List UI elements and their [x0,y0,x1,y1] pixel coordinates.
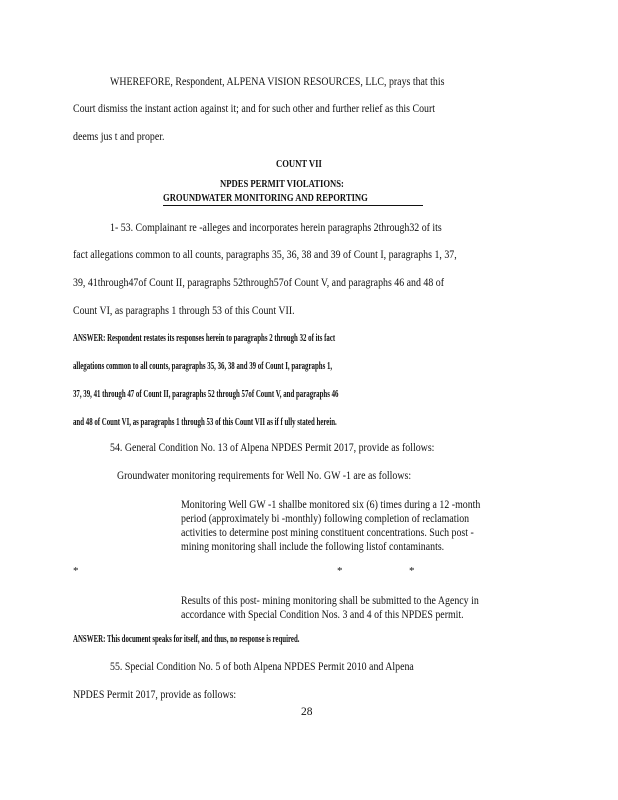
ellipsis-star-1: * [73,565,79,577]
para-53-line-4: Count VI, as paragraphs 1 through 53 of this Count VII. [73,305,295,317]
page-number: 28 [301,706,313,718]
count-heading-title: COUNT VII [276,159,322,170]
heading-underline [163,205,423,206]
quote-54-line-4: mining monitoring shall include the following listof contaminants. [181,541,445,553]
answer-54-line-1: ANSWER: This document speaks for itself, and thus, no response is required. [73,634,300,645]
answer-53-line-4: and 48 of Count VI, as paragraphs 1 through 53 of this Count VII as if f ully stated herein. [73,417,337,428]
count-heading-line-3: GROUNDWATER MONITORING AND REPORTING [163,193,368,204]
para-53-line-2: fact allegations common to all counts, paragraphs 35, 36, 38 and 39 of Count I, paragraphs 1, 37, [73,249,457,261]
para-53-line-1: 1- 53. Complainant re -alleges and incorporates herein paragraphs 2through32 of its [110,222,442,234]
count-heading-line-2: NPDES PERMIT VIOLATIONS: [220,179,344,190]
wherefore-line-3: deems jus t and proper. [73,131,165,143]
para-53-line-3: 39, 41through47of Count II, paragraphs 52through57of Count V, and paragraphs 46 and 48 of [73,277,445,289]
ellipsis-star-2: * [337,565,343,577]
quote-54-line-1: Monitoring Well GW -1 shallbe monitored six (6) times during a 12 -month [181,499,481,511]
wherefore-line-1: WHEREFORE, Respondent, ALPENA VISION RESOURCES, LLC, prays that this [110,76,445,88]
quote-54-line-2: period (approximately bi -monthly) following completion of reclamation [181,513,470,525]
para-54-line-1: 54. General Condition No. 13 of Alpena NPDES Permit 2017, provide as follows: [110,442,435,454]
answer-53-line-3: 37, 39, 41 through 47 of Count II, paragraphs 52 through 57of Count V, and paragraphs 46 [73,389,339,400]
para-55-line-2: NPDES Permit 2017, provide as follows: [73,689,237,701]
para-55-line-1: 55. Special Condition No. 5 of both Alpena NPDES Permit 2010 and Alpena [110,661,414,673]
wherefore-line-2: Court dismiss the instant action against it; and for such other and further relief as this Court [73,103,436,115]
quote-54b-line-1: Results of this post- mining monitoring shall be submitted to the Agency in [181,595,479,607]
quote-54b-line-2: accordance with Special Condition Nos. 3 and 4 of this NPDES permit. [181,609,464,621]
ellipsis-star-3: * [409,565,415,577]
answer-53-line-1: ANSWER: Respondent restates its responses herein to paragraphs 2 through 32 of its fact [73,333,336,344]
para-54-line-2: Groundwater monitoring requirements for Well No. GW -1 are as follows: [117,470,412,482]
answer-53-line-2: allegations common to all counts, paragraphs 35, 36, 38 and 39 of Count I, paragraphs 1, [73,361,333,372]
quote-54-line-3: activities to determine post mining constituent concentrations. Such post - [181,527,474,539]
